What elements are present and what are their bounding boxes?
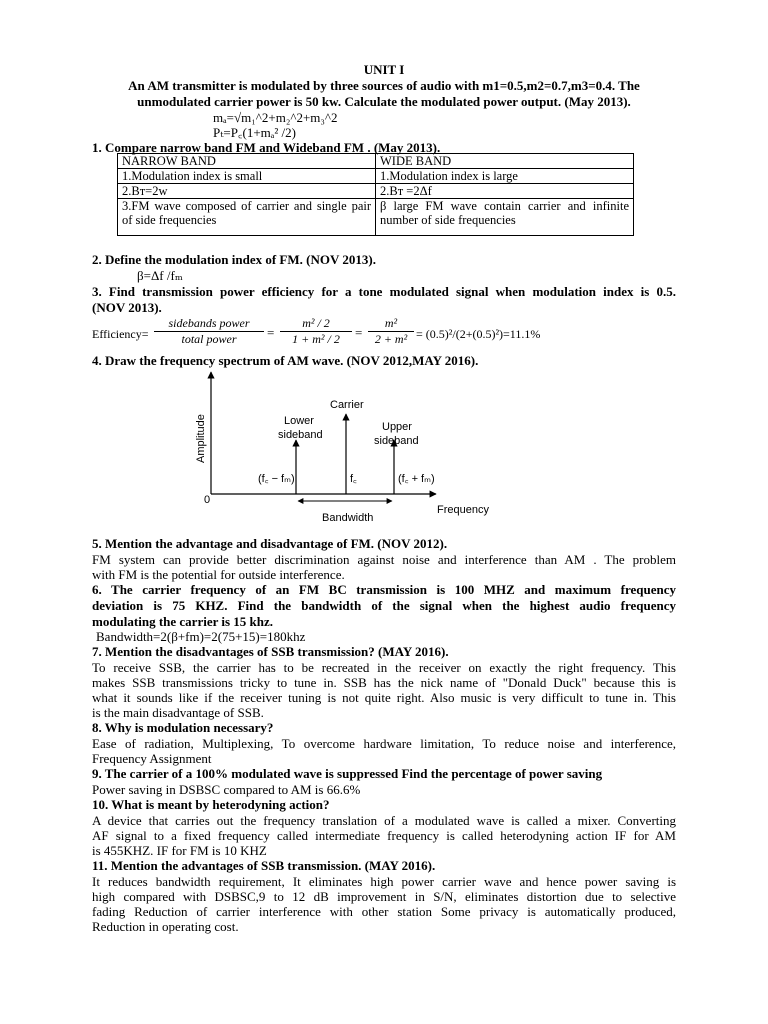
unit-heading: UNIT I <box>363 62 405 77</box>
am-spectrum-diagram <box>186 368 496 528</box>
table-row <box>118 184 634 199</box>
fraction-numerator: m² / 2 <box>280 317 352 332</box>
q7-answer-line: is the main disadvantage of SSB. <box>92 705 264 720</box>
table-cell: 2.Bᴛ=2w <box>118 184 376 199</box>
table-header-cell: NARROW BAND <box>118 154 376 169</box>
q6-answer: Bandwidth=2(β+fm)=2(75+15)=180khz <box>96 629 306 644</box>
upper-sideband-label: Upper <box>382 421 412 433</box>
table-cell: 2.Bᴛ =2Δf <box>376 184 634 199</box>
carrier-frequency-label: f꜀ <box>350 473 357 485</box>
q9-answer: Power saving in DSBSC compared to AM is 66.6% <box>92 782 361 797</box>
upper-sideband-label: sideband <box>374 435 419 447</box>
table-row <box>118 199 634 236</box>
q3-question-line: (NOV 2013). <box>92 300 162 315</box>
table-cell: 1.Modulation index is small <box>118 169 376 184</box>
q7-answer-line: what it sounds like if the receiver tuning is not quite right. Also music is very difficult to tune in. This <box>92 690 676 705</box>
table-row <box>118 169 634 184</box>
intro-question-line: unmodulated carrier power is 50 kw. Calculate the modulated power output. (May 2013). <box>137 94 631 109</box>
lower-sideband-label: Lower <box>284 415 314 427</box>
bandwidth-label: Bandwidth <box>322 512 374 524</box>
table-cell: 3.FM wave composed of carrier and single pair of side frequencies <box>118 199 376 236</box>
intro-question-line: An AM transmitter is modulated by three sources of audio with m1=0.5,m2=0.7,m3=0.4. The <box>128 78 640 93</box>
fraction-denominator: total power <box>181 332 237 346</box>
fraction-msq-half <box>280 317 352 346</box>
fraction-msq-over-2-plus-msq <box>368 317 414 346</box>
formula-total-power: Pₜ=P꜀(1+mₐ² /2) <box>213 125 296 140</box>
q6-question-line: deviation is 75 KHZ. Find the bandwidth of the signal when the highest audio frequency <box>92 598 676 613</box>
q5-answer-line: FM system can provide better discrimination against noise and interference than AM . The problem <box>92 552 676 567</box>
q2-question: 2. Define the modulation index of FM. (NOV 2013). <box>92 252 376 267</box>
q8-answer-line: Frequency Assignment <box>92 751 212 766</box>
equals-sign: = <box>267 325 275 340</box>
formula-modulation-index: mₐ=√m₁^2+m₂^2+m₃^2 <box>213 110 338 125</box>
q5-answer-line: with FM is the potential for outside interference. <box>92 567 345 582</box>
upper-frequency-label: (f꜀ + fₘ) <box>398 473 435 485</box>
q1-question: 1. Compare narrow band FM and Wideband FM . (May 2013). <box>92 140 441 155</box>
q11-answer-line: high compared with DSBSC,9 to 12 dB improvement in S/N, eliminates distortion due to selective <box>92 889 676 904</box>
q7-answer-line: To receive SSB, the carrier has to be recreated in the receiver on exactly the right frequency. This <box>92 660 676 675</box>
fraction-sidebands-over-total <box>154 317 264 346</box>
q11-question: 11. Mention the advantages of SSB transmission. (MAY 2016). <box>92 858 436 873</box>
q9-question: 9. The carrier of a 100% modulated wave is suppressed Find the percentage of power saving <box>92 766 603 781</box>
fraction-denominator: 2 + m² <box>374 332 408 346</box>
q7-answer-line: makes SSB transmissions tricky to tune in. SSB has the nick name of "Donald Duck" because this is <box>92 675 676 690</box>
fraction-numerator: m² <box>368 317 414 332</box>
table-header-row <box>118 154 634 169</box>
table-header-cell: WIDE BAND <box>376 154 634 169</box>
q7-question: 7. Mention the disadvantages of SSB transmission? (MAY 2016). <box>92 644 449 659</box>
lower-sideband-label: sideband <box>278 429 323 441</box>
carrier-label: Carrier <box>330 399 364 411</box>
fraction-numerator: sidebands power <box>154 317 264 332</box>
table-cell: β large FM wave contain carrier and infinite number of side frequencies <box>376 199 634 236</box>
q8-answer-line: Ease of radiation, Multiplexing, To overcome hardware limitation, To reduce noise and interference, <box>92 736 676 751</box>
x-axis-label: Frequency <box>437 504 489 516</box>
q6-question-line: modulating the carrier is 15 khz. <box>92 614 274 629</box>
table-cell: 1.Modulation index is large <box>376 169 634 184</box>
lower-frequency-label: (f꜀ − fₘ) <box>258 473 295 485</box>
q10-question: 10. What is meant by heterodyning action? <box>92 797 330 812</box>
q2-answer: β=Δf /fₘ <box>137 268 183 283</box>
q11-answer-line: It reduces bandwidth requirement, It eliminates high power carrier wave and hence power saving is <box>92 874 676 889</box>
fraction-denominator: 1 + m² / 2 <box>292 332 340 346</box>
q11-answer-line: Reduction in operating cost. <box>92 919 239 934</box>
efficiency-label: Efficiency= <box>92 327 149 341</box>
q11-answer-line: fading Reduction of carrier interference with other station Some privacy is automatically produced, <box>92 904 676 919</box>
q10-answer-line: is 455KHZ. IF for FM is 10 KHZ <box>92 843 267 858</box>
y-axis-label: Amplitude <box>195 414 207 463</box>
q4-question: 4. Draw the frequency spectrum of AM wave. (NOV 2012,MAY 2016). <box>92 353 479 368</box>
equals-sign: = <box>355 325 363 340</box>
q3-question-line: 3. Find transmission power efficiency for a tone modulated signal when modulation index is 0.5. <box>92 284 676 299</box>
q6-question-line: 6. The carrier frequency of an FM BC transmission is 100 MHZ and maximum frequency <box>92 582 676 597</box>
origin-label: 0 <box>204 494 211 506</box>
q10-answer-line: AF signal to a fixed frequency called intermediate frequency is called heterodyning action IF for AM <box>92 828 676 843</box>
q5-question: 5. Mention the advantage and disadvantage of FM. (NOV 2012). <box>92 536 448 551</box>
efficiency-result: = (0.5)²/(2+(0.5)²)=11.1% <box>416 327 541 341</box>
comparison-table <box>117 153 634 236</box>
q8-question: 8. Why is modulation necessary? <box>92 720 274 735</box>
q10-answer-line: A device that carries out the frequency translation of a modulated wave is called a mixer. Converting <box>92 813 676 828</box>
